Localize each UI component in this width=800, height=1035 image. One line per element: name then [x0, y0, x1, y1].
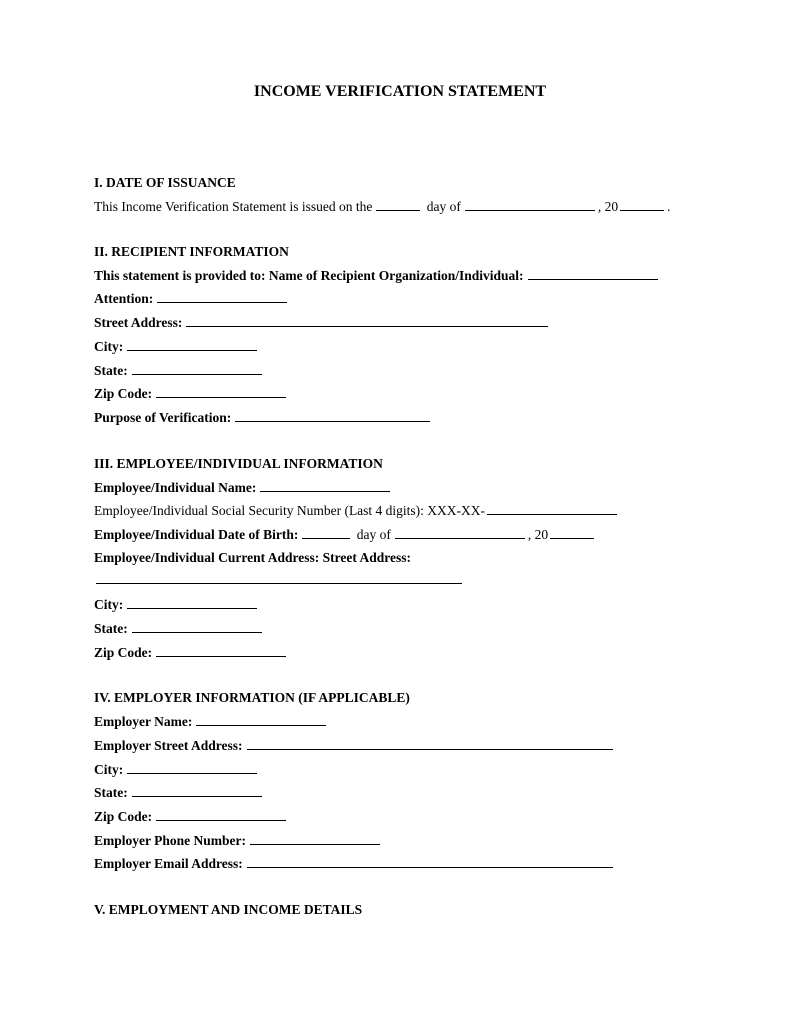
section-heading-employment-income-details: V. EMPLOYMENT AND INCOME DETAILS — [94, 902, 363, 917]
employer-street-label: Employer Street Address: — [94, 738, 243, 753]
employee-name-line — [94, 479, 393, 497]
employer-zip-blank[interactable] — [156, 808, 286, 821]
employer-name-label: Employer Name: — [94, 714, 193, 729]
recipient-street-blank[interactable] — [186, 314, 548, 327]
employee-dob-month-blank[interactable] — [395, 526, 525, 539]
employee-dob-year-prefix: , 20 — [527, 527, 549, 542]
issuance-text: This Income Verification Statement is issued on the — [94, 199, 373, 214]
employee-name-blank[interactable] — [260, 479, 390, 492]
employer-phone-label: Employer Phone Number: — [94, 833, 246, 848]
employer-name-line — [94, 713, 329, 731]
recipient-street-line — [94, 314, 551, 332]
employer-state-blank[interactable] — [132, 784, 262, 797]
employer-state-label: State: — [94, 785, 128, 800]
employer-email-line — [94, 855, 616, 873]
employer-city-line — [94, 761, 260, 779]
attention-blank[interactable] — [157, 290, 287, 303]
employee-name-label: Employee/Individual Name: — [94, 480, 257, 495]
employee-dob-label: Employee/Individual Date of Birth: — [94, 527, 299, 542]
employer-city-label: City: — [94, 762, 124, 777]
employer-zip-line — [94, 808, 289, 826]
employee-address-blank[interactable] — [96, 583, 462, 584]
employee-address-label: Employee/Individual Current Address: Street Address: — [94, 550, 412, 565]
employer-email-label: Employer Email Address: — [94, 856, 243, 871]
employee-address-line — [94, 549, 411, 567]
employee-state-blank[interactable] — [132, 620, 262, 633]
issuance-day-of-label: day of — [426, 199, 461, 214]
issuance-day-blank[interactable] — [376, 198, 420, 211]
employee-zip-label: Zip Code: — [94, 645, 153, 660]
employee-state-label: State: — [94, 621, 128, 636]
recipient-zip-line — [94, 385, 289, 403]
employee-zip-line — [94, 644, 289, 662]
employee-city-line — [94, 596, 260, 614]
section-heading-date-of-issuance: I. DATE OF ISSUANCE — [94, 175, 236, 190]
employer-street-blank[interactable] — [247, 737, 613, 750]
purpose-line — [94, 409, 433, 427]
recipient-state-blank[interactable] — [132, 362, 262, 375]
recipient-city-label: City: — [94, 339, 124, 354]
employer-email-blank[interactable] — [247, 855, 613, 868]
recipient-name-blank[interactable] — [528, 267, 658, 280]
employer-phone-blank[interactable] — [250, 832, 380, 845]
employee-state-line — [94, 620, 265, 638]
purpose-label: Purpose of Verification: — [94, 410, 232, 425]
attention-line — [94, 290, 290, 308]
recipient-state-line — [94, 362, 265, 380]
employer-zip-label: Zip Code: — [94, 809, 153, 824]
issuance-month-blank[interactable] — [465, 198, 595, 211]
issuance-period: . — [667, 199, 671, 214]
attention-label: Attention: — [94, 291, 154, 306]
employee-ssn-line — [94, 502, 620, 520]
recipient-city-line — [94, 338, 260, 356]
employee-ssn-blank[interactable] — [487, 502, 617, 515]
issuance-date-line — [94, 198, 670, 216]
recipient-city-blank[interactable] — [127, 338, 257, 351]
employer-name-blank[interactable] — [196, 713, 326, 726]
recipient-name-label: This statement is provided to: Name of Recipient Organization/Individual: — [94, 268, 524, 283]
employee-ssn-label: Employee/Individual Social Security Number (Last 4 digits): XXX-XX- — [94, 503, 486, 518]
employee-dob-day-of-label: day of — [356, 527, 391, 542]
purpose-blank[interactable] — [235, 409, 430, 422]
recipient-name-line — [94, 267, 661, 285]
employer-city-blank[interactable] — [127, 761, 257, 774]
employee-city-label: City: — [94, 597, 124, 612]
employer-state-line — [94, 784, 265, 802]
recipient-zip-blank[interactable] — [156, 385, 286, 398]
section-heading-employer-information: IV. EMPLOYER INFORMATION (IF APPLICABLE) — [94, 690, 410, 705]
document-title: INCOME VERIFICATION STATEMENT — [253, 83, 547, 100]
recipient-zip-label: Zip Code: — [94, 386, 153, 401]
employer-street-line — [94, 737, 616, 755]
issuance-year-prefix: , 20 — [597, 199, 619, 214]
section-heading-employee-information: III. EMPLOYEE/INDIVIDUAL INFORMATION — [94, 456, 383, 471]
employer-phone-line — [94, 832, 383, 850]
employee-dob-day-blank[interactable] — [302, 526, 350, 539]
section-heading-recipient-information: II. RECIPIENT INFORMATION — [94, 244, 289, 259]
employee-dob-line — [94, 526, 597, 544]
issuance-year-blank[interactable] — [620, 198, 664, 211]
recipient-state-label: State: — [94, 363, 128, 378]
recipient-street-label: Street Address: — [94, 315, 183, 330]
employee-zip-blank[interactable] — [156, 644, 286, 657]
employee-city-blank[interactable] — [127, 596, 257, 609]
employee-dob-year-blank[interactable] — [550, 526, 594, 539]
